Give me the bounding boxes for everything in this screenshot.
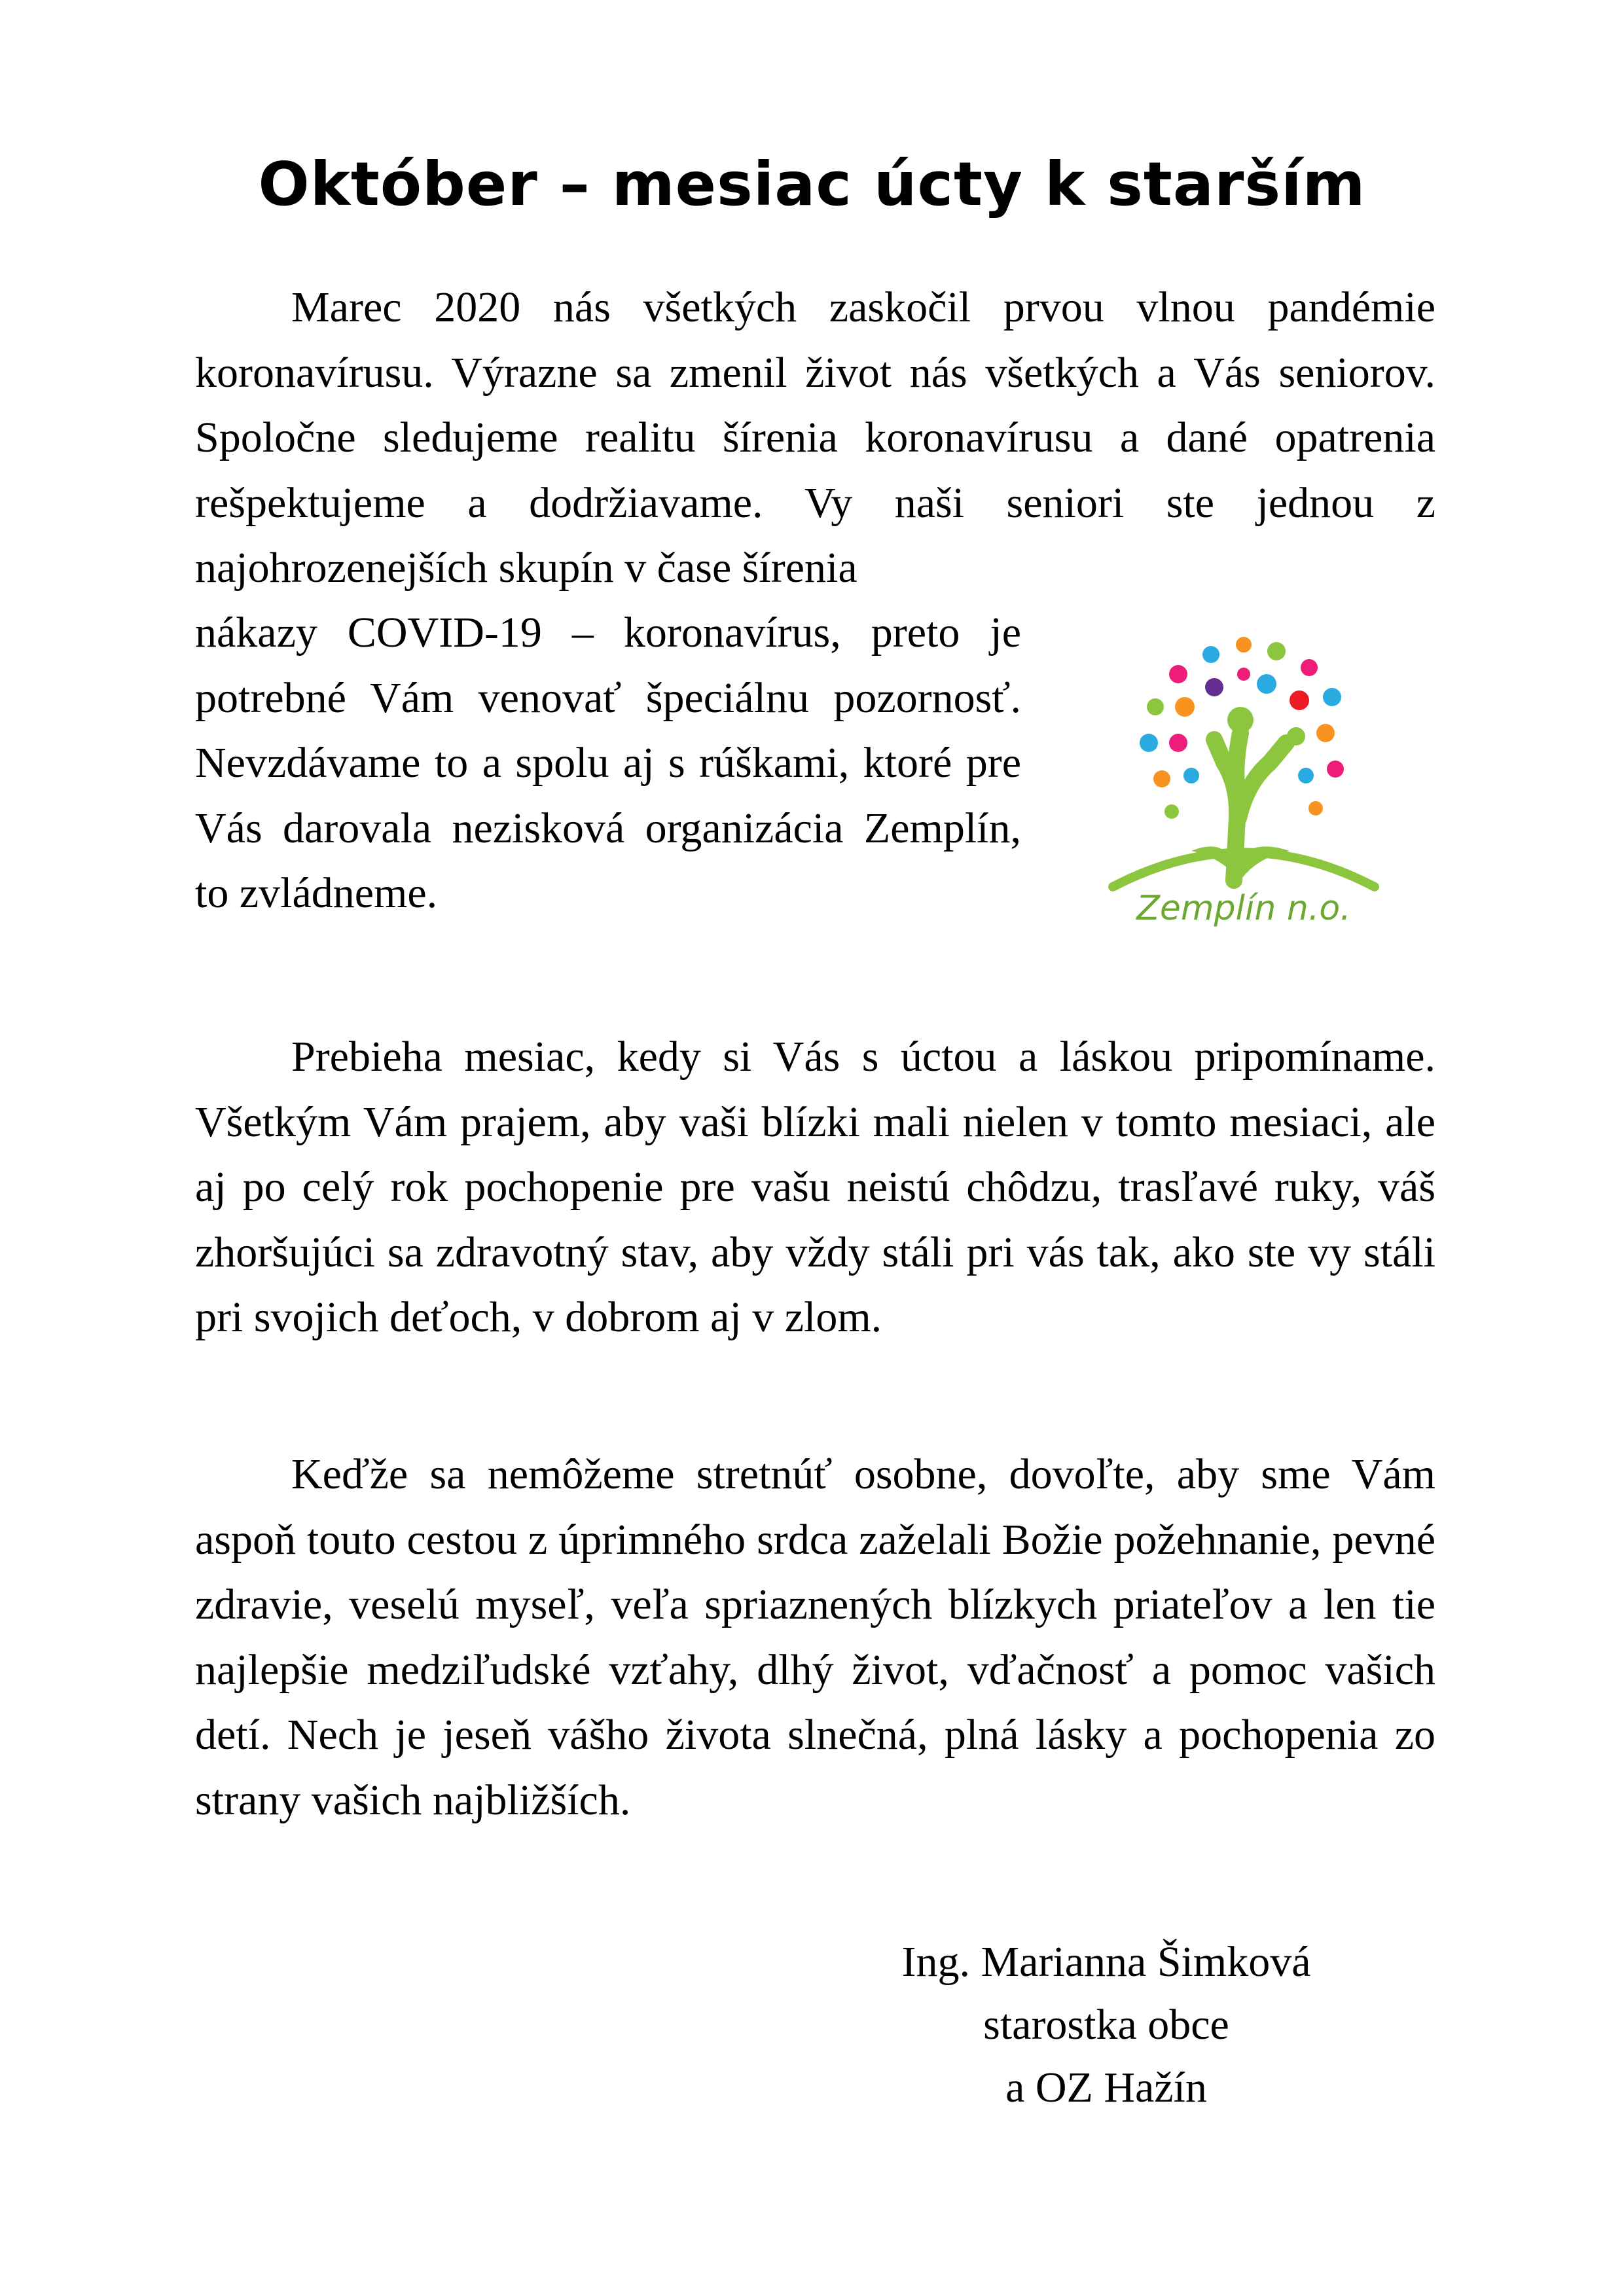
paragraph-1-continuation [195, 600, 1021, 926]
paragraph-3-text: Keďže sa nemôžeme stretnúť osobne, dovoľte, aby sme Vám aspoň touto cestou z úprimného srdca zaželali Božie požehnanie, pevné zdravie, veselú myseľ, veľa spriaznených blízkych priateľov a len tie najlepšie medziľudské vzťahy, dlhý život, vďačnosť a pomoc vašich detí. Nech je jeseň vášho života slnečná, plná lásky a pochopenia zo strany vašich najbližších. [195, 1450, 1435, 1824]
page-title: Október – mesiac úcty k starším [258, 149, 1366, 219]
signature-block [844, 1931, 1368, 2119]
paragraph-1-text: Marec 2020 nás všetkých zaskočil prvou vlnou pandémie koronavírusu. Výrazne sa zmenil život nás všetkých a Vás seniorov. Spoločne sledujeme realitu šírenia koronavírusu a dané opatrenia rešpektujeme a dodržiavame. Vy naši seniori ste jednou z najohrozenejších skupín v čase šírenia [195, 283, 1435, 592]
signature-role: starostka obce [983, 2001, 1229, 2049]
logo-text: Zemplín n.o. [1136, 889, 1351, 928]
zemplin-logo [1100, 622, 1388, 949]
paragraph-1 [195, 275, 1435, 601]
signature-org: a OZ Hažín [1005, 2064, 1207, 2111]
paragraph-2-text: Prebieha mesiac, kedy si Vás s úctou a láskou pripomíname. Všetkým Vám prajem, aby vaši blízki mali nielen v tomto mesiaci, ale aj po celý rok pochopenie pre vašu neistú chôdzu, trasľavé ruky, váš zhoršujúci sa zdravotný stav, aby vždy stáli pri vás tak, ako ste vy stáli pri svojich deťoch, v dobrom aj v zlom. [195, 1033, 1435, 1341]
paragraph-1-wrap-text: nákazy COVID-19 – koronavírus, preto je potrebné Vám venovať špeciálnu pozornosť. Nevzdávame to a spolu aj s rúškami, ktoré pre Vás darovala nezisková organizácia Zemplín, to zvládneme. [195, 609, 1021, 917]
paragraph-2 [195, 1024, 1435, 1350]
paragraph-3 [195, 1442, 1435, 1833]
signature-name: Ing. Marianna Šimková [901, 1938, 1311, 1986]
